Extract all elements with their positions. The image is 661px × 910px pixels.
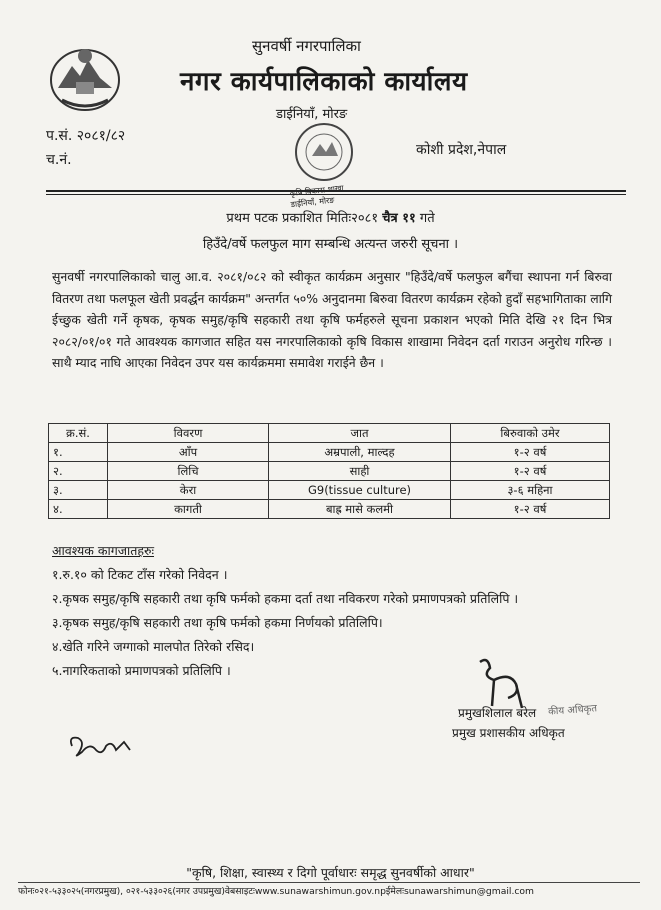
footer-contact: फोनः०२१-५३३०२५(नगरप्रमुख), ०२१-५३३०२६(नगर उपप्रमुख)वेबसाइटःwww.sunawarshimun.gov.npईमेलःsunawarshimun@gmail.com xyxy=(18,886,534,897)
cell-variety: साही xyxy=(269,462,451,481)
notice-subject: हिउँदे/वर्षे फलफुल माग सम्बन्धि अत्यन्त जरुरी सूचना । xyxy=(202,237,459,252)
table-row xyxy=(49,481,610,500)
documents-heading: आवश्यक कागजातहरुः xyxy=(52,543,155,558)
published-date: चैत्र ११ xyxy=(382,211,416,226)
cell-serial: २. xyxy=(49,462,108,481)
published-suffix: गते xyxy=(415,211,435,226)
cell-description: आँप xyxy=(108,443,269,462)
signatory-name: प्रमुखशिलाल बरेल xyxy=(458,706,537,720)
province-name: कोशी प्रदेश,नेपाल xyxy=(416,142,507,158)
table-row xyxy=(49,443,610,462)
signatory-title: प्रमुख प्रशासकीय अधिकृत xyxy=(452,726,565,740)
initials-scribble xyxy=(66,732,136,760)
cell-serial: १. xyxy=(49,443,108,462)
cell-description: केरा xyxy=(108,481,269,500)
cell-age: १-२ वर्ष xyxy=(451,443,610,462)
faint-designation-stamp: कीय अधिकृत xyxy=(547,703,598,718)
cell-variety: G9(tissue culture) xyxy=(269,481,451,500)
footer-motto: "कृषि, शिक्षा, स्वास्थ्य र दिगो पूर्वाधारः समृद्ध सुनवर्षीको आधार" xyxy=(186,865,475,880)
footer-divider xyxy=(18,882,640,883)
published-date-line xyxy=(0,208,661,226)
org-name: सुनवर्षी नगरपालिका xyxy=(252,37,361,55)
cell-variety: बाह्र मासे कलमी xyxy=(269,500,451,519)
document-item: १.रु.१० को टिकट टाँस गरेको निवेदन । xyxy=(52,567,228,582)
cell-serial: ४. xyxy=(49,500,108,519)
cell-description: लिचि xyxy=(108,462,269,481)
document-item: ५.नागरिकताको प्रमाणपत्रको प्रतिलिपि । xyxy=(52,663,231,678)
cell-age: ३-६ महिना xyxy=(451,481,610,500)
office-location: डाईनियाँ, मोरङ xyxy=(276,107,348,122)
header-description: विवरण xyxy=(108,424,269,443)
dispatch-number: च.नं. xyxy=(46,152,72,168)
header-variety: जात xyxy=(269,424,451,443)
cell-age: १-२ वर्ष xyxy=(451,500,610,519)
document-item: ४.खेति गरिने जग्गाको मालपोत तिरेको रसिद। xyxy=(52,639,255,654)
cell-serial: ३. xyxy=(49,481,108,500)
document-item: ३.कृषक समुह/कृषि सहकारी तथा कृषि फर्मको हकमा निर्णयको प्रतिलिपि। xyxy=(52,615,383,630)
table-header-row xyxy=(49,424,610,443)
office-title: नगर कार्यपालिकाको कार्यालय xyxy=(180,67,468,97)
published-prefix: प्रथम पटक प्रकाशित मितिः२०८१ xyxy=(226,211,383,226)
notice-body: सुनवर्षी नगरपालिकाको चालु आ.व. २०८१/०८२ को स्वीकृत कार्यक्रम अनुसार "हिउँदे/वर्षे फलफुल बगैंचा स्थापना गर्न बिरुवा वितरण तथा फलफूल खेती प्रवर्द्धन कार्यक्रम" अन्तर्गत ५०% अनुदानमा बिरुवा वितरण कार्यक्रम रहेको हुदाँ सहभागिताका लागि ईच्छुक खेती गर्ने कृषक, कृषक समुह/कृषि सहकारी तथा कृषि फर्महरुले सूचना प्रकाशन भएको मिति देखि २१ दिन भित्र २०८२/०१/०१ गते आवश्यक कागजात सहित यस नगरपालिकाको कृषि विकास शाखामा निवेदन दर्ता गराउन अनुरोध गरिन्छ ।साथै म्याद नाघि आएका निवेदन उपर यस कार्यक्रममा समावेश गराईने छैन । xyxy=(52,269,612,370)
cell-variety: अम्रपाली, माल्दह xyxy=(269,443,451,462)
table-row xyxy=(49,462,610,481)
cell-age: १-२ वर्ष xyxy=(451,462,610,481)
header-divider-thin xyxy=(46,194,626,195)
header-serial: क्र.सं. xyxy=(49,424,108,443)
seal-caption: शाखा डाईनियाँ, मोरङ xyxy=(290,183,345,210)
table-row xyxy=(49,500,610,519)
header-divider xyxy=(46,190,626,192)
cell-description: कागती xyxy=(108,500,269,519)
office-seal-stamp xyxy=(292,120,356,184)
nepal-emblem-logo xyxy=(46,38,124,116)
reference-number: प.सं. २०८१/८२ xyxy=(46,128,126,144)
header-age: बिरुवाको उमेर xyxy=(451,424,610,443)
document-item: २.कृषक समुह/कृषि सहकारी तथा कृषि फर्मको हकमा दर्ता तथा नविकरण गरेको प्रमाणपत्रको प्रतिलिपि । xyxy=(52,591,519,606)
plant-table xyxy=(48,423,610,519)
